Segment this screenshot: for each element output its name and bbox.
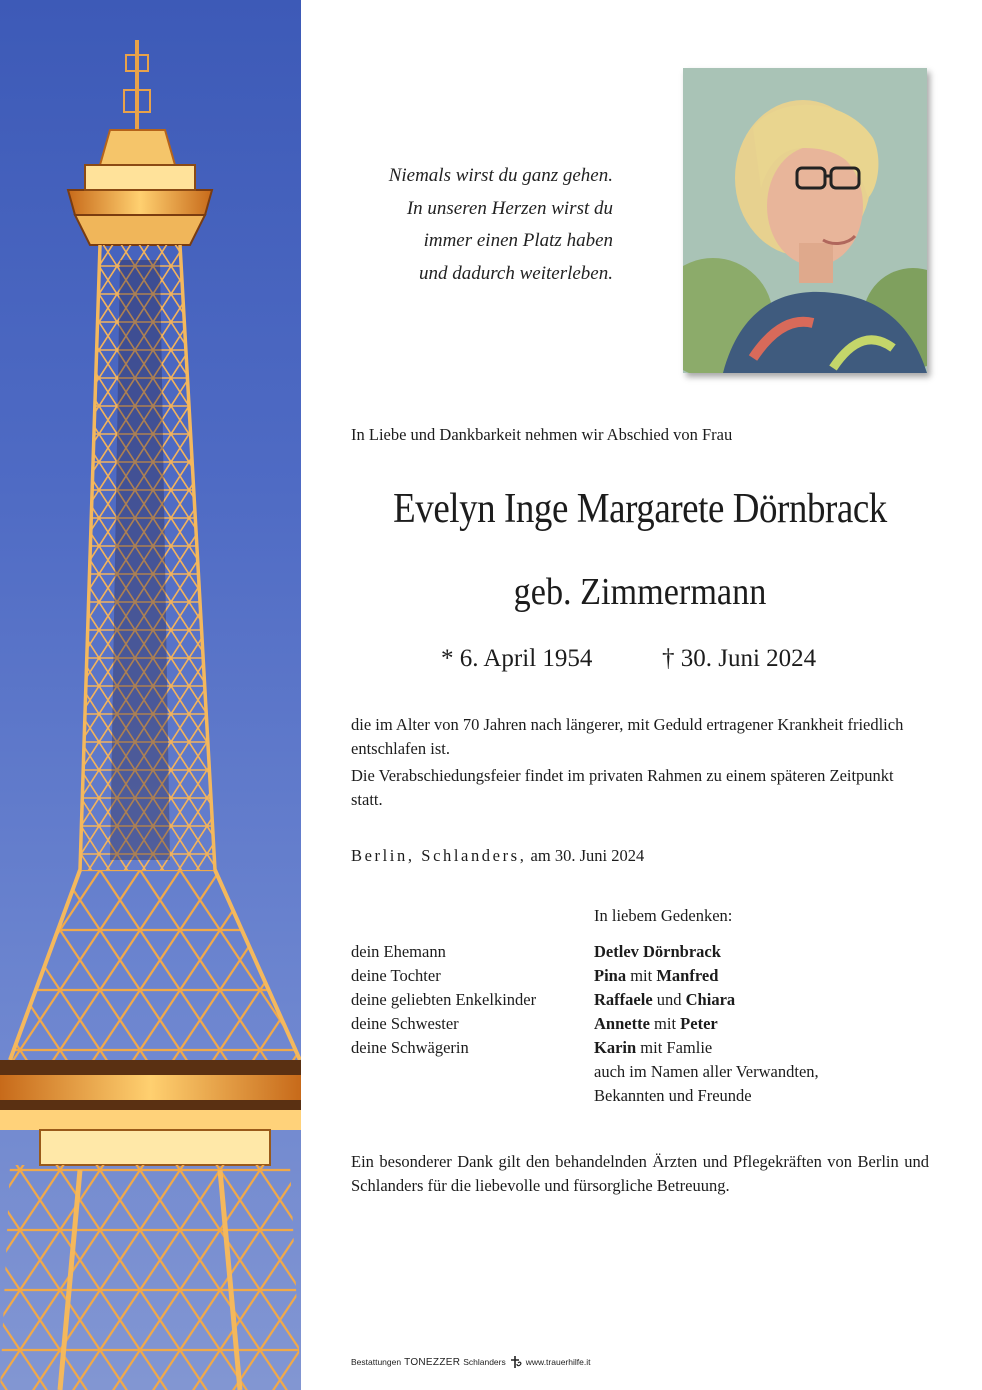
mourner-name: Pina [594,966,627,985]
mourner-name: Detlev Dörnbrack [594,942,721,961]
announcement-paragraph: die im Alter von 70 Jahren nach längerer, mit Geduld ertragener Krankheit friedlich entschlafen ist. [351,715,904,758]
poem-line: In unseren Herzen wirst du [406,197,613,219]
footer-website: www.trauerhilfe.it [525,1357,591,1367]
poem-line: Niemals wirst du ganz gehen. [388,165,613,186]
poem-line: und dadurch weiterleben. [418,262,613,284]
birth-date: * 6. April 1954 [441,645,593,672]
mourner-connector: mit [649,1014,681,1033]
memory-heading: In liebem Gedenken: [594,906,733,925]
cross-logo-icon [509,1356,523,1368]
mourner-row [351,940,929,964]
mourner-connector: und [652,990,686,1009]
mourner-row [351,964,929,988]
mourner-relation: deine Schwägerin [351,1038,469,1057]
mourner-extra-line: auch im Namen aller Verwandten, [594,1062,819,1081]
mourners-list [351,940,929,1108]
place-date-line [351,846,644,866]
mourner-row [351,1036,929,1060]
footer-city: Schlanders [463,1357,506,1367]
mourner-relation: deine geliebten Enkelkinder [351,990,537,1009]
mourner-name: Annette [594,1014,650,1033]
announcement-text [351,713,929,811]
deceased-name: Evelyn Inge Margarete Dörnbrack [393,486,887,532]
mourner-extra-line: Bekannten und Freunde [594,1086,752,1105]
mourner-name: Karin [594,1038,637,1057]
portrait-photo [683,68,927,373]
poem [330,160,613,290]
maiden-name: geb. Zimmermann [513,571,767,613]
death-date: † 30. Juni 2024 [662,645,817,672]
mourner-row [351,1012,929,1036]
radio-tower-image [0,0,301,1390]
mourner-name: Chiara [685,990,736,1009]
mourner-row [351,988,929,1012]
mourner-name: Peter [680,1014,718,1033]
footer-brand: TONEZZER [404,1356,461,1368]
place-date: am 30. Juni 2024 [526,846,645,865]
ceremony-paragraph: Die Verabschiedungsfeier findet im privaten Rahmen zu einem späteren Zeitpunkt statt. [351,766,894,809]
footer-prefix: Bestattungen [351,1357,402,1367]
footer [351,1356,590,1368]
mourner-connector: mit Famlie [636,1038,713,1057]
mourner-relation: deine Tochter [351,966,441,985]
place-cities: Berlin, Schlanders, [351,846,527,865]
mourner-relation: deine Schwester [351,1014,459,1033]
intro-text: In Liebe und Dankbarkeit nehmen wir Abschied von Frau [351,425,733,444]
thanks-paragraph: Ein besonderer Dank gilt den behandelnden Ärzten und Pflegekräften von Berlin und Schlanders für die liebevolle und fürsorgliche Betreuung. [351,1152,929,1195]
mourner-connector: mit [626,966,657,985]
mourner-relation: dein Ehemann [351,942,446,961]
poem-line: immer einen Platz haben [423,230,613,251]
mourner-name: Raffaele [594,990,653,1009]
mourner-name: Manfred [656,966,719,985]
